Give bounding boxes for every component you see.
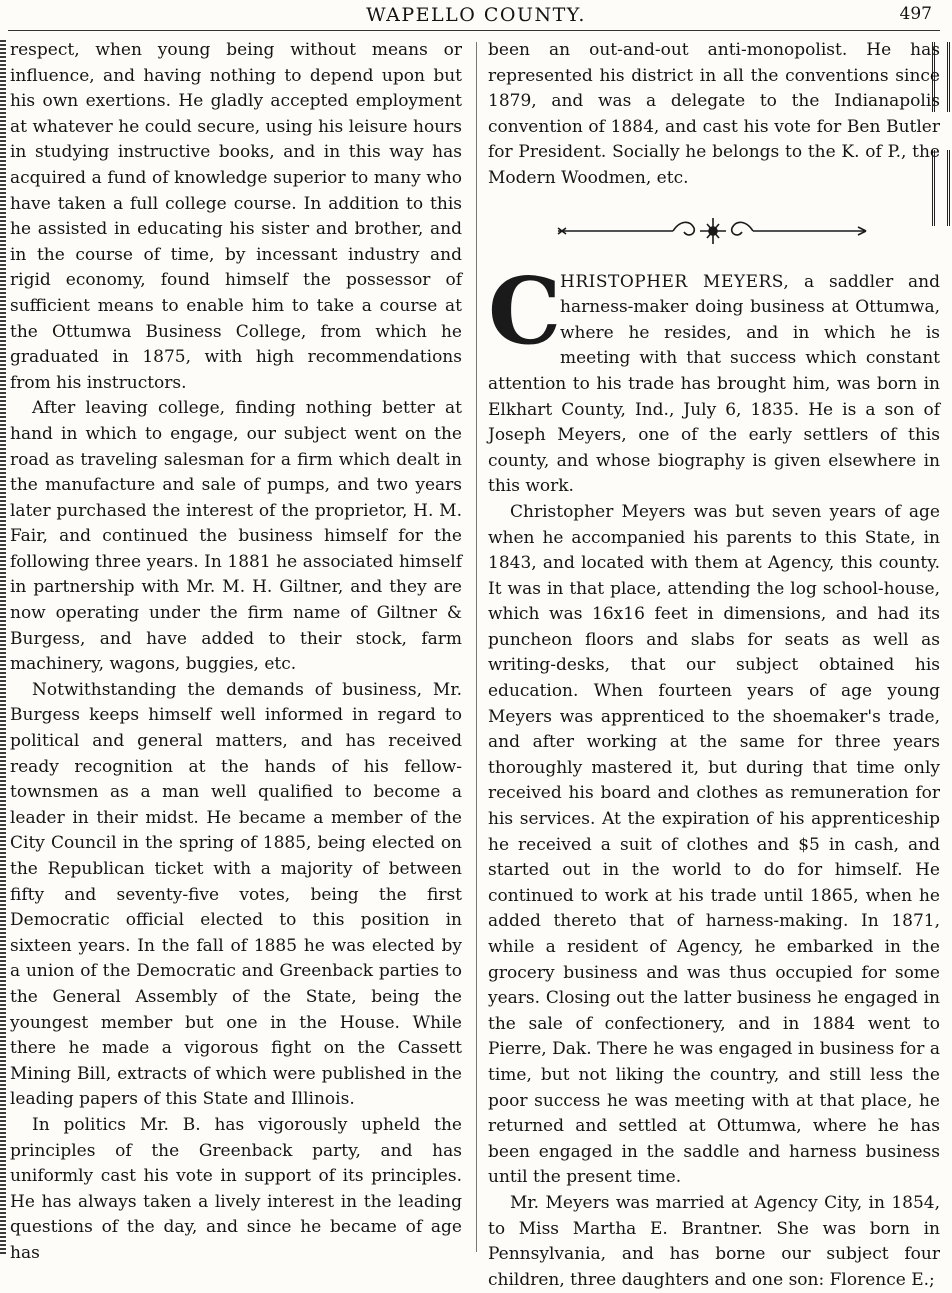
subject-name: HRISTOPHER MEYERS,	[560, 271, 790, 292]
binding-edge	[0, 40, 6, 1256]
paragraph: respect, when young being without means or influence, and having nothing to depend upon but his own exertions. He gladly accepted employment at whatever he could secure, using his leisure hours in studying instructive books, and in this way has acquired a fund of knowledge superior to many who have taken a full college course. In addition to this he assisted in educating his sister and brother, and in the course of time, by incessant industry and rigid economy, found himself the possessor of sufficient means to enable him to take a course at the Ottumwa Business College, from which he graduated in 1875, with high recommendations from his instructors.	[10, 40, 462, 393]
paragraph: After leaving college, finding nothing better at hand in which to engage, our subject went on the road as traveling salesman for a firm which dealt in the manufacture and sale of pumps, and two years later purchased the interest of the proprietor, H. M. Fair, and continued the business himself for the following three years. In 1881 he associated himself in partnership with Mr. M. H. Giltner, and they are now operating under the firm name of Giltner & Burgess, and have added to their stock, farm machinery, wagons, buggies, etc.	[10, 398, 462, 675]
paragraph: Mr. Meyers was married at Agency City, in 1854, to Miss Martha E. Brantner. She was born in Pennsylvania, and has borne our subject four children, three daughters and one son: Florence E.;	[488, 1192, 940, 1290]
running-title: WAPELLO COUNTY.	[366, 4, 586, 26]
drop-cap: C	[488, 256, 562, 365]
right-column	[488, 38, 940, 1293]
paragraph: Notwithstanding the demands of business, Mr. Burgess keeps himself well informed in regard to political and general matters, and has received ready recognition at the hands of his fellow-townsmen as a man well qualified to become a leader in their midst. He became a member of the City Council in the spring of 1885, being elected on the Republican ticket with a majority of between fifty and seventy-five votes, being the first Democratic official elected to this position in sixteen years. In the fall of 1885 he was elected by a union of the Democratic and Greenback parties to the General Assembly of the State, being the youngest member but one in the House. While there he made a vigorous fight on the Cassett Mining Bill, extracts of which were published in the leading papers of this State and Illinois.	[10, 679, 462, 1110]
decorative-divider-icon	[488, 198, 940, 262]
column-divider	[476, 42, 477, 1252]
page-header	[0, 0, 952, 36]
intro-text: a saddler and harness-maker doing business at Ottumwa, where he resides, and in which he is meeting with that success which constant attention to his trade has brought him, was born in Elkhart County, Ind., July 6, 1835. He is a son of Joseph Meyers, one of the early settlers of this county, and whose biography is given elsewhere in this work.	[488, 271, 940, 497]
biography-intro	[488, 256, 940, 500]
page-number: 497	[899, 4, 932, 24]
paragraph: been an out-and-out anti-monopolist. He has represented his district in all the conventions since 1879, and was a delegate to the Indianapolis convention of 1884, and cast his vote for Ben Butler for President. Socially he belongs to the K. of P., the Modern Woodmen, etc.	[488, 40, 940, 188]
header-rule	[8, 30, 940, 31]
paragraph: Christopher Meyers was but seven years of age when he accompanied his parents to this State, in 1843, and located with them at Agency, this county. It was in that place, attending the log school-house, which was 16x16 feet in dimensions, and had its puncheon floors and slabs for seats as well as writing-desks, that our subject obtained his education. When fourteen years of age young Meyers was apprenticed to the shoemaker's trade, and after working at the same for three years thoroughly mastered it, but during that time only received his board and clothes as remuneration for his services. At the expiration of his apprenticeship he received a suit of clothes and $5 in cash, and started out in the world to do for himself. He continued to work at his trade until 1865, when he added thereto that of harness-making. In 1871, while a resident of Agency, he embarked in the grocery business and was thus occupied for some years. Closing out the latter business he engaged in the sale of confectionery, and in 1884 went to Pierre, Dak. There he was engaged in business for a time, but not liking the country, and still less the poor success he was meeting with at that place, he returned and settled at Ottumwa, where he has been engaged in the saddle and harness business until the present time.	[488, 501, 940, 1188]
paragraph: In politics Mr. B. has vigorously upheld the principles of the Greenback party, and has uniformly cast his vote in support of its principles. He has always taken a lively interest in the leading questions of the day, and since he became of age has	[10, 1114, 462, 1263]
left-column	[10, 38, 462, 1267]
